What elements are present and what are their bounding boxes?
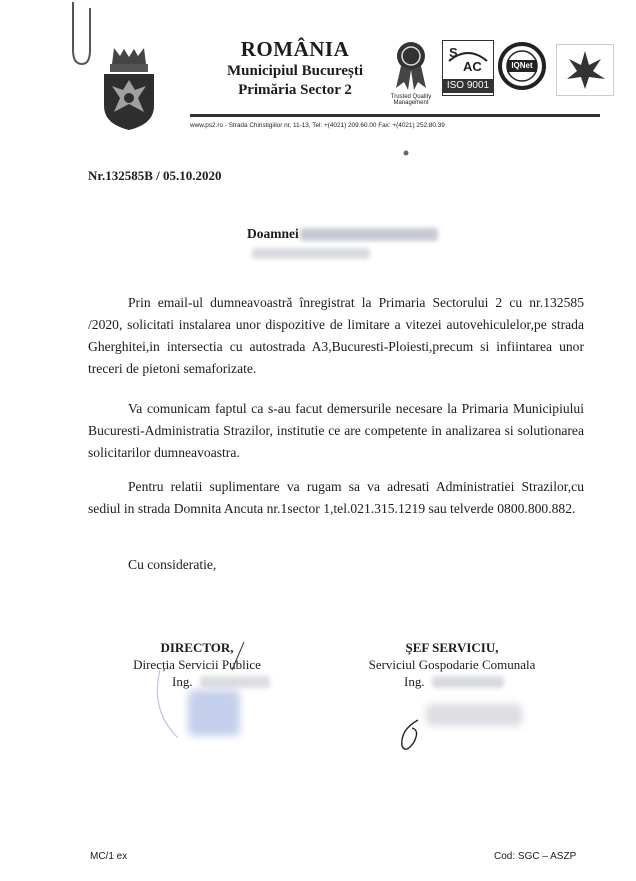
header-rule (190, 114, 600, 117)
redacted-name (300, 228, 438, 241)
mark-icon (403, 150, 409, 156)
registration-number: Nr.132585B / 05.10.2020 (88, 168, 222, 183)
paragraph-request: Prin email-ul dumneavoastră înregistrat la Primaria Sectorului 2 cu nr.132585 /2020, solicitati instalarea unor dispozitive de limitare a vitezei autovehiculelor,pe strada Gherghitei,in intersectia cu autostrada A3,Bucuresti-Ploiesti,precum si infiintarea unor treceri de pietoni semaforizate. (88, 295, 584, 376)
service-head-ing-prefix: Ing. (404, 674, 425, 689)
svg-text:S: S (449, 45, 458, 60)
handwritten-signature-icon (390, 690, 530, 760)
footer-code: Cod: SGC – ASZP (494, 851, 577, 862)
official-stamp-icon (140, 640, 280, 750)
letterhead-title (200, 36, 390, 100)
service-head-department: Serviciul Gospodarie Comunala (368, 657, 536, 672)
institution-name: Primăria Sector 2 (238, 82, 352, 98)
addressee-prefix: Doamnei (247, 226, 299, 241)
certification-logo (388, 40, 434, 106)
service-head-signature-block (352, 639, 552, 673)
redacted-service-head-name (432, 676, 504, 688)
srac-iso-9001-icon (443, 41, 493, 77)
star-emblem-logo (556, 44, 614, 96)
director-title: DIRECTOR, (160, 640, 234, 655)
iqnet-logo (498, 42, 546, 90)
certification-logo-label: Trusted Quality Management (390, 94, 432, 106)
certification-ribbon-icon (388, 40, 434, 92)
paragraph-contact: Pentru relatii suplimentare va rugam sa va adresati Administratiei Strazilor,cu sediul in strada Domnita Ancuta nr.1sector 1,tel.021.315.1219 sau telverde 0800.800.882. (88, 479, 584, 516)
addressee (247, 226, 299, 242)
closing-salutation: Cu consideratie, (128, 557, 217, 572)
paragraph-response: Va comunicam faptul ca s-au facut demersurile necesare la Primaria Municipiului Bucuresti-Administratia Strazilor, institutie ce are competente in analizarea si solutionarea solicitarilor dumneavoastra. (88, 401, 584, 460)
service-head-title: ŞEF SERVICIU, (405, 640, 499, 655)
paper-clip-icon (64, 0, 94, 70)
municipality-name: Municipiul București (227, 63, 363, 79)
director-ing-prefix: Ing. (172, 674, 193, 689)
country-name: ROMÂNIA (240, 37, 350, 61)
star-emblem-icon (557, 45, 613, 95)
srac-iso-logo (442, 40, 494, 96)
director-department: Direcția Servicii Publice (133, 657, 261, 672)
svg-text:AC: AC (463, 59, 482, 74)
iso-label: ISO 9001 (443, 79, 493, 93)
iqnet-label: IQNet (507, 60, 537, 72)
footer-copies: MC/1 ex (90, 851, 128, 862)
contact-line: www.ps2.ro - Strada Chiristigiilor nr. 11-13, Tel: +(4021) 209.60.00 Fax: +(4021) 252.80.39 (190, 122, 445, 129)
redacted-email (252, 248, 370, 259)
coat-of-arms-icon (100, 46, 158, 132)
